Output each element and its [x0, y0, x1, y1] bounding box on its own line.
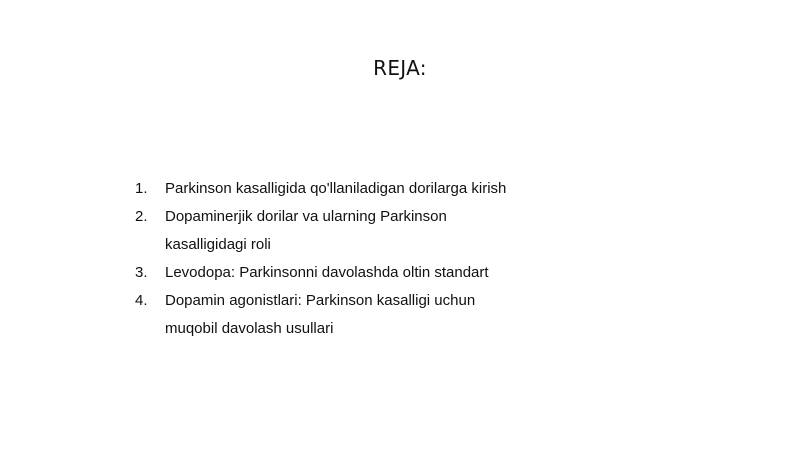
list-item: [135, 203, 535, 259]
list-item: [135, 287, 535, 343]
list-item-number: 4.: [135, 292, 148, 309]
list-item-text: Dopaminerjik dorilar va ularning Parkinson kasalligidagi roli: [165, 208, 447, 253]
list-item: [135, 175, 535, 203]
list-item-number: 3.: [135, 264, 148, 281]
list-item: [135, 259, 535, 287]
slide-title: REJA:: [373, 56, 427, 80]
list-item-text: Dopamin agonistlari: Parkinson kasalligi uchun muqobil davolash usullari: [165, 292, 476, 337]
list-item-text: Parkinson kasalligida qo'llaniladigan dorilarga kirish: [165, 180, 507, 197]
list-item-number: 2.: [135, 208, 148, 225]
list-item-number: 1.: [135, 180, 148, 197]
list-item-text: Levodopa: Parkinsonni davolashda oltin standart: [165, 264, 489, 281]
plan-list: [135, 175, 535, 343]
